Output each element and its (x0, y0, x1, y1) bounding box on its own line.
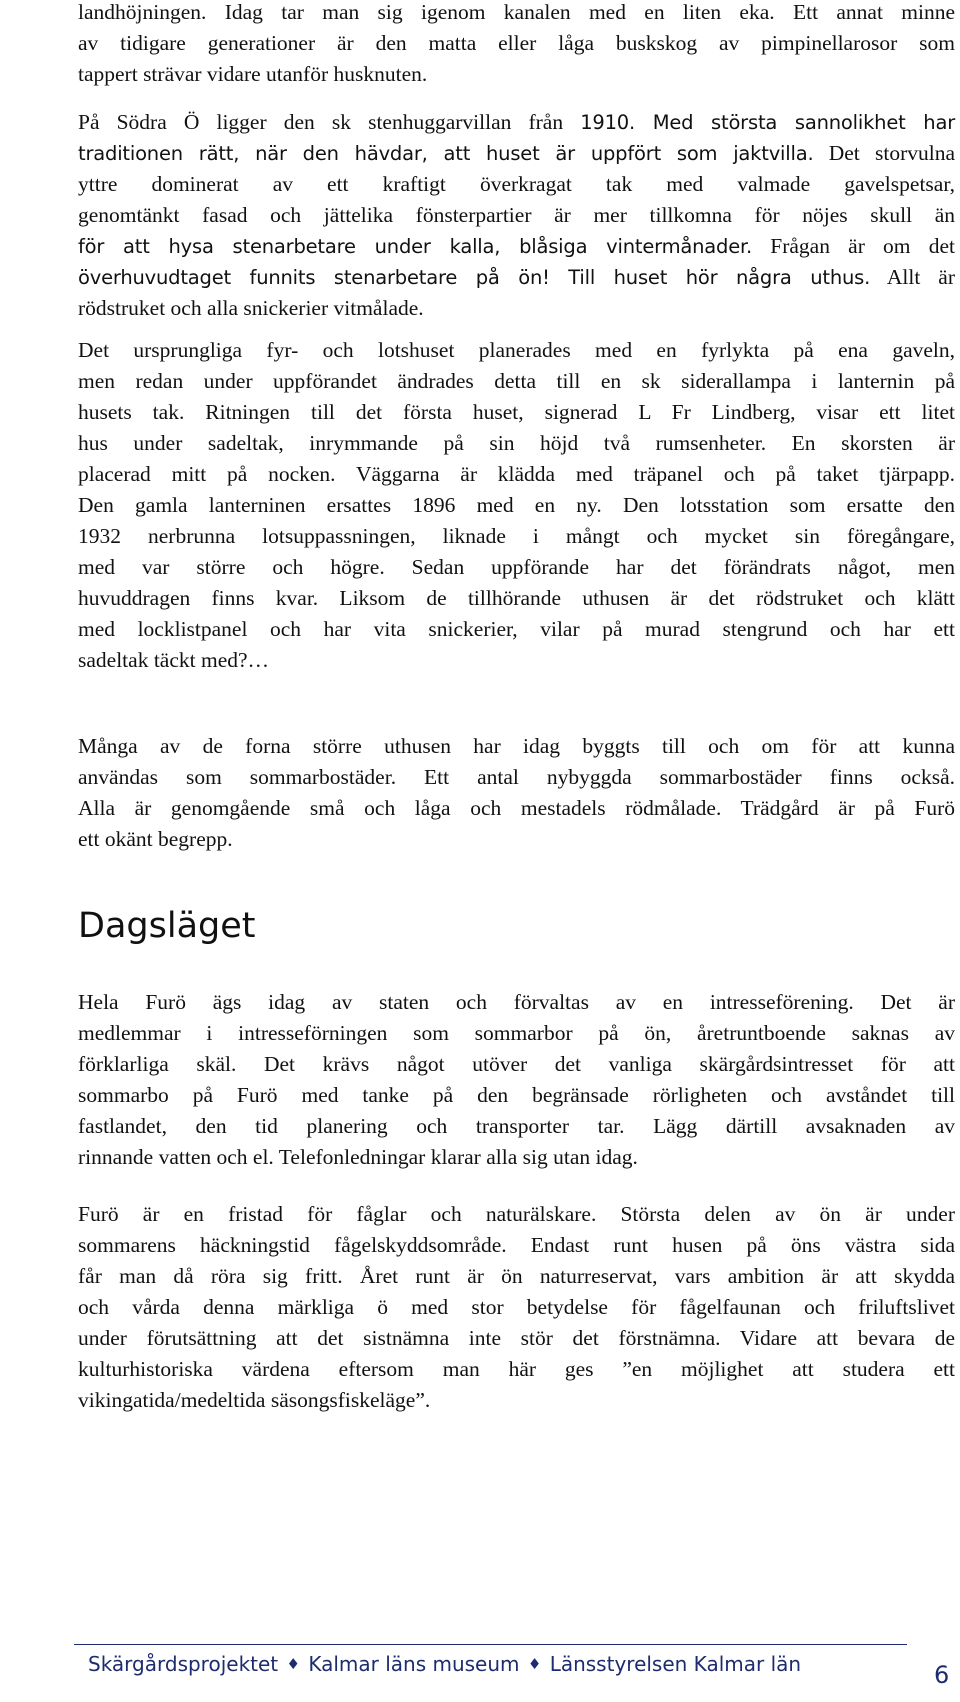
text-line: huvuddragen finns kvar. Liksom de tillhörande uthusen är det rödstruket och klätt (78, 586, 955, 610)
text-line: sommarbo på Furö med tanke på den begränsade rörligheten och avståndet till (78, 1083, 955, 1107)
paragraph-uthusen (78, 731, 955, 855)
text-line: användas som sommarbostäder. Ett antal nybyggda sommarbostäder finns också. (78, 765, 955, 789)
text-line: fastlandet, den tid planering och transporter tar. Lägg därtill avsaknaden av (78, 1114, 955, 1138)
text-run: Frågan är om det (752, 234, 955, 258)
text-line: ett okänt begrepp. (78, 827, 233, 851)
diamond-icon: ♦ (527, 1655, 542, 1673)
diamond-icon: ♦ (286, 1655, 300, 1673)
text-line: husets tak. Ritningen till det första huset, signerad L Fr Lindberg, visar ett litet (78, 400, 955, 424)
text-line: med locklistpanel och har vita snickerier, vilar på murad stengrund och har ett (78, 617, 955, 641)
text-line: Många av de forna större uthusen har idag byggts till och om för att kunna (78, 734, 955, 758)
text-line: 1932 nerbrunna lotsuppassningen, liknade i mångt och mycket sin föregångare, (78, 524, 955, 548)
text-line: rödstruket och alla snickerier vitmålade. (78, 296, 424, 320)
paragraph-pimpinellarosor (78, 0, 955, 90)
text-line: med var större och högre. Sedan uppförande har det förändrats något, men (78, 555, 955, 579)
text-line (78, 107, 955, 138)
text-line: får man då röra sig fritt. Året runt är ön naturreservat, vars ambition är att skydda (78, 1264, 955, 1288)
text-line: sadeltak täckt med?… (78, 648, 270, 672)
paragraph-forvaltning (78, 987, 955, 1173)
text-line: sommarens häckningstid fågelskyddsområde. Endast runt husen på öns västra sida (78, 1233, 955, 1257)
text-line (78, 138, 955, 169)
footer-authority-name: Länsstyrelsen Kalmar län (549, 1652, 802, 1676)
text-line: förklarliga skäl. Det krävs något utöver det vanliga skärgårdsintresset för att (78, 1052, 955, 1076)
section-heading: Dagsläget (78, 906, 256, 946)
text-run: På Södra Ö ligger den sk stenhuggarvillan från (78, 110, 581, 134)
text-line (78, 262, 955, 293)
text-run: Det storvulna (813, 141, 956, 165)
text-line: yttre dominerat av ett kraftigt överkragat tak med valmade gavelspetsar, (78, 172, 955, 196)
page-number: 6 (934, 1661, 950, 1689)
paragraph-lotshuset (78, 335, 955, 676)
text-line: landhöjningen. Idag tar man sig igenom kanalen med en liten eka. Ett annat minne (78, 0, 955, 24)
text-run: 1910. Med största sannolikhet har (580, 111, 956, 134)
text-run: för att hysa stenarbetare under kalla, blåsiga vintermånader. (78, 235, 753, 258)
text-line: rinnande vatten och el. Telefonledningar klarar alla sig utan idag. (78, 1145, 638, 1169)
text-line: vikingatida/medeltida säsongsfiskeläge”. (78, 1388, 431, 1412)
text-line: medlemmar i intresseförningen som sommarbor på ön, åretruntboende saknas av (78, 1021, 955, 1045)
text-line: men redan under uppförandet ändrades detta till en sk siderallampa i lanternin på (78, 369, 955, 393)
footer-project-name: Skärgårdsprojektet (88, 1652, 279, 1676)
text-line: Den gamla lanterninen ersattes 1896 med en ny. Den lotsstation som ersatte den (78, 493, 955, 517)
paragraph-stenhuggarvillan (78, 107, 955, 324)
footer-museum-name: Kalmar läns museum (308, 1652, 520, 1676)
footer-divider (74, 1644, 907, 1645)
text-run: Allt är (870, 265, 955, 289)
text-line: genomtänkt fasad och jättelika fönsterpartier är mer tillkomna för nöjes skull än (78, 203, 955, 227)
text-run: överhuvudtaget funnits stenarbetare på ön! Till huset hör några uthus. (78, 266, 871, 289)
text-line: placerad mitt på nocken. Väggarna är klädda med träpanel och på taket tjärpapp. (78, 462, 955, 486)
text-line: Hela Furö ägs idag av staten och förvaltas av en intresseförening. Det är (78, 990, 955, 1014)
paragraph-fristad (78, 1199, 955, 1416)
text-line: tappert strävar vidare utanför husknuten. (78, 62, 428, 86)
footer (88, 1650, 801, 1678)
text-run: traditionen rätt, när den hävdar, att huset är uppfört som jaktvilla. (78, 142, 814, 165)
text-line: kulturhistoriska värdena eftersom man här ges ”en möjlighet att studera ett (78, 1357, 955, 1381)
text-line (78, 231, 955, 262)
text-line: under förutsättning att det sistnämna inte stör det förstnämna. Vidare att bevara de (78, 1326, 955, 1350)
text-line: Alla är genomgående små och låga och mestadels rödmålade. Trädgård är på Furö (78, 796, 955, 820)
text-line: hus under sadeltak, inrymmande på sin höjd två rumsenheter. En skorsten är (78, 431, 955, 455)
text-line: Det ursprungliga fyr- och lotshuset planerades med en fyrlykta på ena gaveln, (78, 338, 955, 362)
text-line: Furö är en fristad för fåglar och naturälskare. Största delen av ön är under (78, 1202, 955, 1226)
text-line: och vårda denna märkliga ö med stor betydelse för fågelfaunan och friluftslivet (78, 1295, 955, 1319)
text-line: av tidigare generationer är den matta eller låga buskskog av pimpinellarosor som (78, 31, 955, 55)
